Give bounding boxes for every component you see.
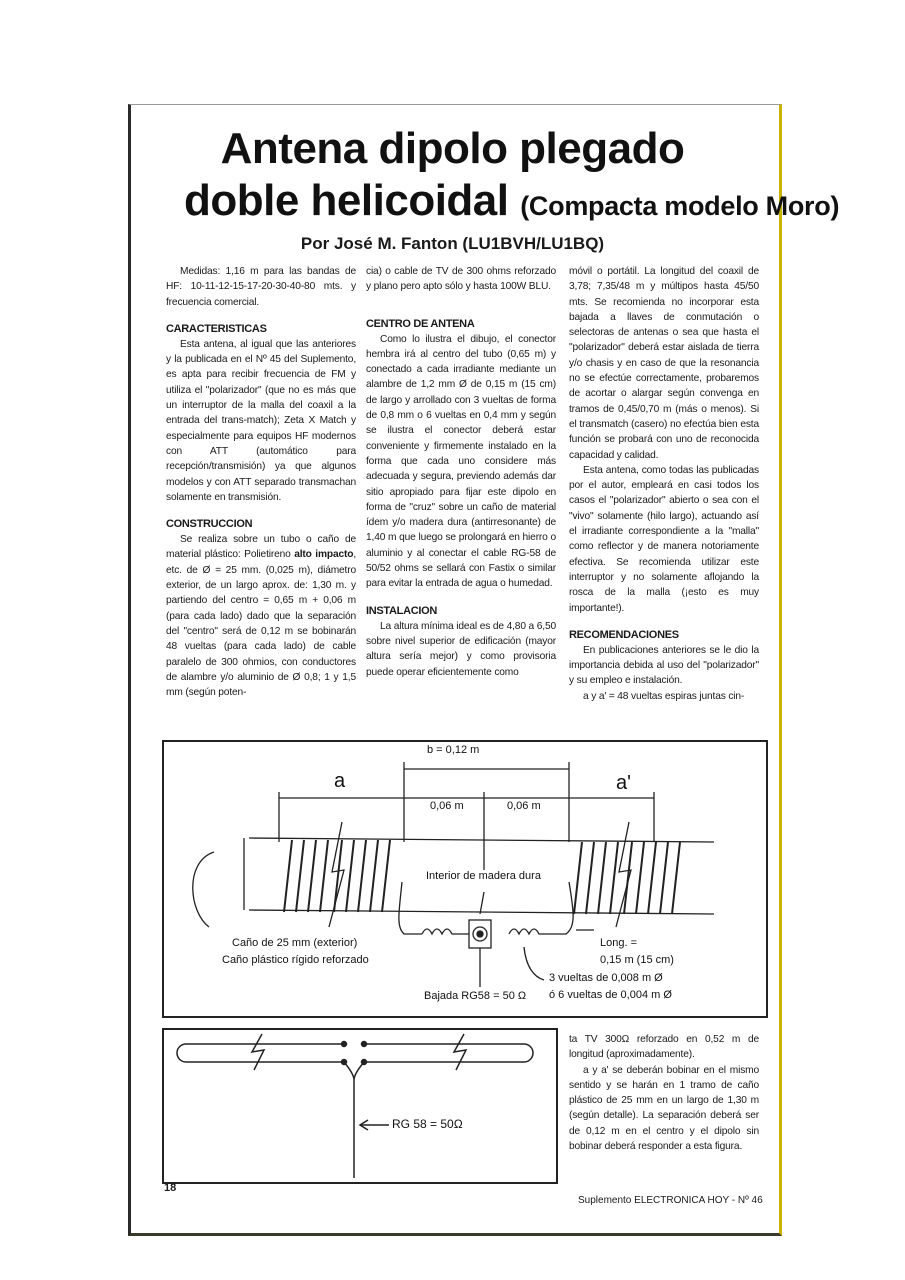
label-long-1: Long. =	[600, 937, 638, 949]
heading-recomendaciones: RECOMENDACIONES	[569, 628, 679, 641]
folded-dipole-diagram	[162, 1028, 558, 1184]
continued-paragraph: móvil o portátil. La longitud del coaxil de 3,78; 7,35/48 m y múltipos hasta 45/50 mts. Se recomienda no incorporar esta bajada a llaves de conmutación o selectoras de antenas o sea que hasta el "polarizador" deberá estar aislada de tierra y/o chasis y en caso de que la resonancia no se efectúe correctamente, probaremos de acortar o alargar según convenga en tramos de 0,45/0,70 m (más o menos). Si el transmatch (casero) no efectúa bien esta función se probará con uno de reconocida capacidad y calidad.	[569, 266, 759, 461]
label-long-2: 0,15 m (15 cm)	[600, 954, 674, 966]
text: , etc. de Ø = 25 mm. (0,025 m), diámetro exterior, de un largo aprox. de: 1,30 m. y partiendo del centro = 0,65 m + 0,06 m (para cada lado) dado que la separación del "centro" será de 0,12 m se bobinarán 48 vueltas (para cada lado) de cable paralelo de 300 ohmios, con conductores de alambre y/o aluminio de Ø 0,8; 1 y 1,5 mm (según poten-	[166, 549, 357, 699]
page-number: 18	[164, 1182, 177, 1194]
label-half-left: 0,06 m	[430, 800, 464, 812]
continued-paragraph: ta TV 300Ω reforzado en 0,52 m de longitud (aproximadamente).	[569, 1034, 759, 1061]
paragraph: En publicaciones anteriores se le dio la importancia debida al uso del "polarizador" y su empleo e instalación.	[569, 644, 759, 687]
label-turns-2: ó 6 vueltas de 0,004 m Ø	[549, 989, 672, 1001]
heading-centro-de-antena: CENTRO DE ANTENA	[366, 317, 475, 330]
dipole-drawing	[164, 1030, 556, 1182]
label-turns-1: 3 vueltas de 0,008 m Ø	[549, 972, 663, 984]
column-3-bottom	[569, 1032, 759, 1154]
title-line2: doble helicoidal	[184, 176, 509, 225]
paragraph: a y a' = 48 vueltas espiras juntas cin-	[583, 690, 745, 702]
centro-paragraph: Como lo ilustra el dibujo, el conector hembra irá al centro del tubo (0,65 m) y conectado a cada irradiante mediante un alambre de 1,2 mm Ø de 0,15 m (15 cm) de largo y arrollado con 3 vueltas de forma de 0,8 mm o 6 vueltas en 0,4 mm y según se ilustra el conector deberá estar conveniente y firmemente instalado en la forma que cada uno considere más adecuada y segura, previendo además dar sitio apropiado para fijar este dipolo en forma de "cruz" sobre un caño de material ídem y/o madera dura (antirresonante) de 1,40 m que luego se prolongará en hierro o aluminio y al conectar el cable RG-58 de 50/52 ohms se sellará con Fastix o similar para evitar la entrada de agua o humedad.	[366, 333, 556, 590]
continued-paragraph: cia) o cable de TV de 300 ohms reforzado y plano pero apto sólo y hasta 100W BLU.	[366, 266, 556, 293]
coil-construction-diagram	[162, 740, 768, 1018]
caracteristicas-paragraph: Esta antena, al igual que las anteriores y la publicada en el Nº 45 del Suplemento, es apta para recibir frecuencia de FM y utiliza el "polarizador" (que no es más que un interruptor de la malla del coaxil a la entrada del trans-match); Zeta X Match y especialmente para equipos HF modernos con ATT (automático para recepción/transmisión) ya que algunos modelos y con ATT separado transmachan solamente en transmisión.	[166, 338, 356, 503]
label-half-right: 0,06 m	[507, 800, 541, 812]
publication-footer: Suplemento ELECTRONICA HOY - Nº 46	[578, 1195, 763, 1206]
article-subtitle: (Compacta modelo Moro)	[520, 191, 840, 221]
heading-construccion: CONSTRUCCION	[166, 518, 253, 531]
column-2	[366, 264, 556, 680]
label-pipe-2: Caño plástico rígido reforzado	[222, 954, 369, 966]
heading-instalacion: INSTALACION	[366, 604, 438, 617]
label-b: b = 0,12 m	[427, 744, 480, 756]
article-title: Antena dipolo plegado	[220, 124, 685, 173]
heading-caracteristicas: CARACTERISTICAS	[166, 322, 267, 335]
label-rg58: RG 58 = 50Ω	[392, 1117, 463, 1131]
byline: Por José M. Fanton (LU1BVH/LU1BQ)	[300, 234, 605, 253]
article-title-line2	[184, 176, 839, 226]
construccion-paragraph	[166, 532, 356, 700]
text: Se realiza sobre un tubo o caño de material plástico: Polietireno	[166, 534, 356, 561]
intro-paragraph: Medidas: 1,16 m para las bandas de HF: 10-11-12-15-17-20-30-40-80 mts. y frecuencia comercial.	[166, 266, 356, 308]
label-pipe-1: Caño de 25 mm (exterior)	[232, 937, 358, 949]
instalacion-paragraph: La altura mínima ideal es de 4,80 a 6,50 sobre nivel superior de edificación (mayor altura sería mejor) y como provisoria puede operar eficientemente como	[366, 620, 556, 678]
column-3	[569, 264, 759, 704]
paragraph: a y a' se deberán bobinar en el mismo sentido y se harán en 1 tramo de caño plástico de 25 mm en un largo de 1,30 m (según detalle). La separación deberá ser de 0,12 m en el centro y el dipolo sin bobinar deberá responder a esta figura.	[569, 1064, 759, 1153]
label-a-prime: a'	[616, 772, 631, 794]
label-a: a	[334, 770, 346, 792]
label-interior: Interior de madera dura	[426, 870, 541, 882]
bold-text: alto impacto	[294, 549, 354, 561]
label-bajada: Bajada RG58 = 50 Ω	[424, 990, 527, 1002]
paragraph: Esta antena, como todas las publicadas por el autor, empleará en casi todos los casos el "polarizador" abierto o sea con el "vivo" solamente (hilo largo), actuando así el irradiante correspondiente a la "malla" como reflector y de manera notoriamente efectiva. Se recomienda utilizar este interruptor y no solamente aflojando la rosca de la malla (¡esto es muy importante!).	[569, 464, 759, 614]
column-1	[166, 264, 356, 700]
